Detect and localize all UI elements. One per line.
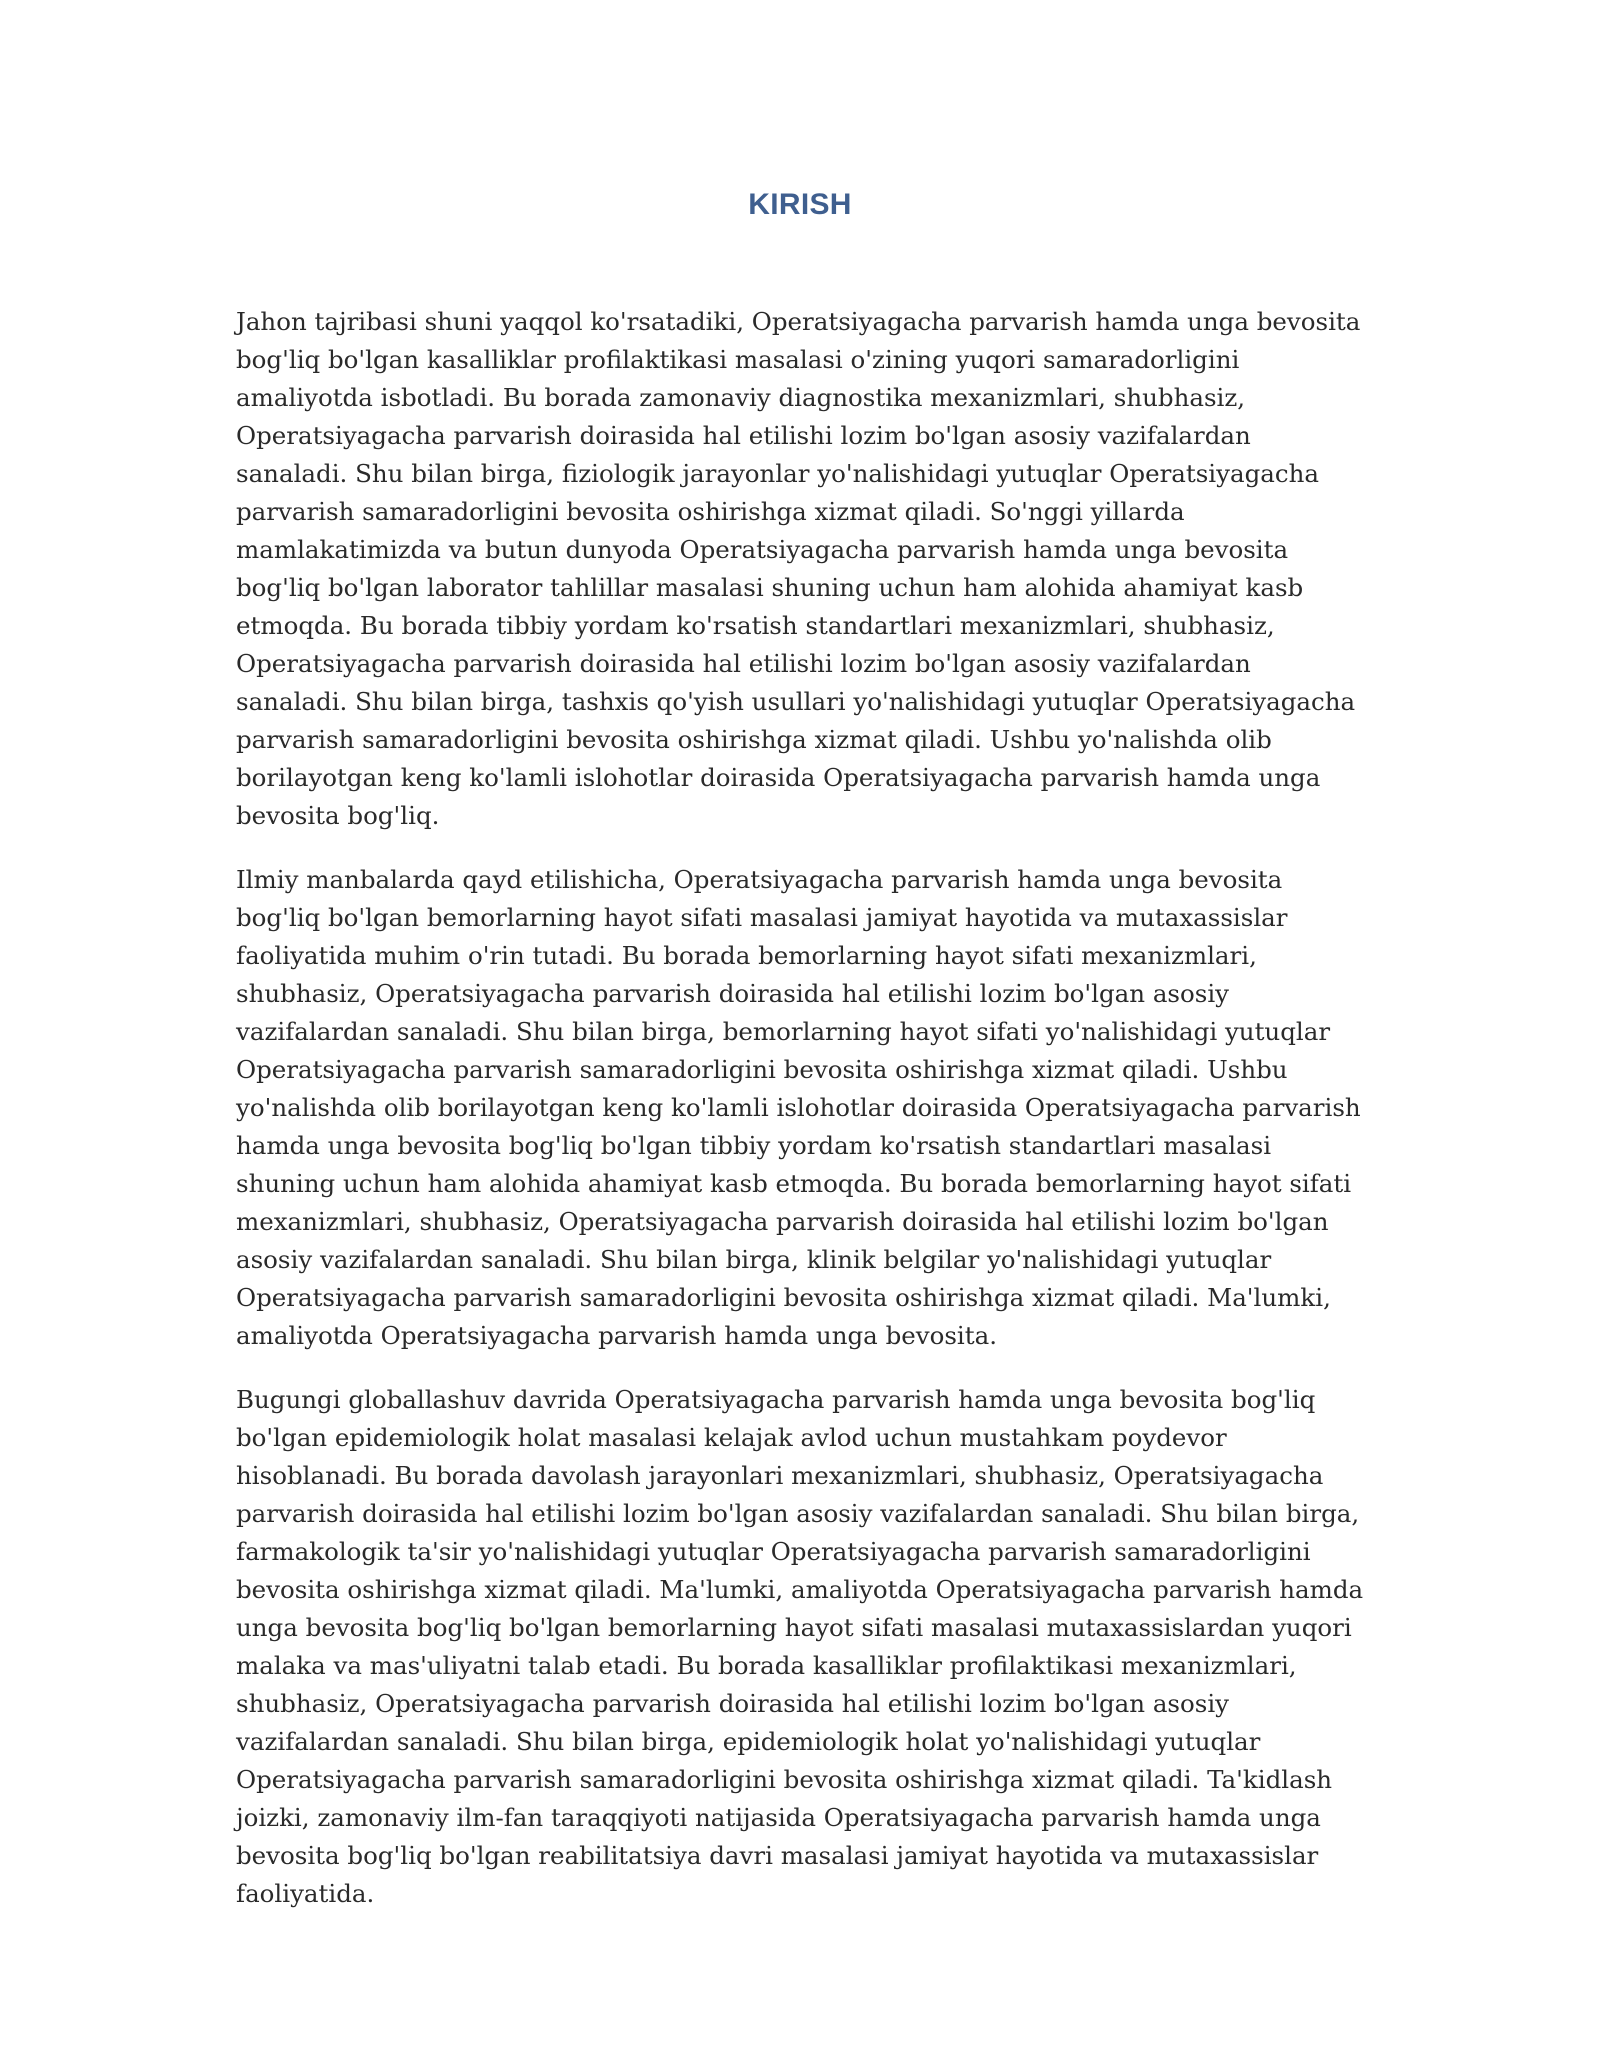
- page-title: KIRISH: [748, 188, 852, 221]
- body-text: [236, 303, 1364, 1939]
- paragraph-3: Bugungi globallashuv davrida Operatsiyagacha parvarish hamda unga bevosita bog'liq bo'lgan epidemiologik holat masalasi kelajak avlod uchun mustahkam poydevor hisoblanadi. Bu borada davolash jarayonlari mexanizmlari, shubhasiz, Operatsiyagacha parvarish doirasida hal etilishi lozim bo'lgan asosiy vazifalardan sanaladi. Shu bilan birga, farmakologik ta'sir yo'nalishidagi yutuqlar Operatsiyagacha parvarish samaradorligini bevosita oshirishga xizmat qiladi. Ma'lumki, amaliyotda Operatsiyagacha parvarish hamda unga bevosita bog'liq bo'lgan bemorlarning hayot sifati masalasi mutaxassislardan yuqori malaka va mas'uliyatni talab etadi. Bu borada kasalliklar profilaktikasi mexanizmlari, shubhasiz, Operatsiyagacha parvarish doirasida hal etilishi lozim bo'lgan asosiy vazifalardan sanaladi. Shu bilan birga, epidemiologik holat yo'nalishidagi yutuqlar Operatsiyagacha parvarish samaradorligini bevosita oshirishga xizmat qiladi. Ta'kidlash joizki, zamonaviy ilm-fan taraqqiyoti natijasida Operatsiyagacha parvarish hamda unga bevosita bog'liq bo'lgan reabilitatsiya davri masalasi jamiyat hayotida va mutaxassislar faoliyatida.: [236, 1385, 1364, 1908]
- paragraph-1: Jahon tajribasi shuni yaqqol ko'rsatadiki, Operatsiyagacha parvarish hamda unga bevosita bog'liq bo'lgan kasalliklar profilaktikasi masalasi o'zining yuqori samaradorligini amaliyotda isbotladi. Bu borada zamonaviy diagnostika mexanizmlari, shubhasiz, Operatsiyagacha parvarish doirasida hal etilishi lozim bo'lgan asosiy vazifalardan sanaladi. Shu bilan birga, fiziologik jarayonlar yo'nalishidagi yutuqlar Operatsiyagacha parvarish samaradorligini bevosita oshirishga xizmat qiladi. So'nggi yillarda mamlakatimizda va butun dunyoda Operatsiyagacha parvarish hamda unga bevosita bog'liq bo'lgan laborator tahlillar masalasi shuning uchun ham alohida ahamiyat kasb etmoqda. Bu borada tibbiy yordam ko'rsatish standartlari mexanizmlari, shubhasiz, Operatsiyagacha parvarish doirasida hal etilishi lozim bo'lgan asosiy vazifalardan sanaladi. Shu bilan birga, tashxis qo'yish usullari yo'nalishidagi yutuqlar Operatsiyagacha parvarish samaradorligini bevosita oshirishga xizmat qiladi. Ushbu yo'nalishda olib borilayotgan keng ko'lamli islohotlar doirasida Operatsiyagacha parvarish hamda unga bevosita bog'liq.: [236, 307, 1361, 830]
- paragraph-2: Ilmiy manbalarda qayd etilishicha, Operatsiyagacha parvarish hamda unga bevosita bog'liq bo'lgan bemorlarning hayot sifati masalasi jamiyat hayotida va mutaxassislar faoliyatida muhim o'rin tutadi. Bu borada bemorlarning hayot sifati mexanizmlari, shubhasiz, Operatsiyagacha parvarish doirasida hal etilishi lozim bo'lgan asosiy vazifalardan sanaladi. Shu bilan birga, bemorlarning hayot sifati yo'nalishidagi yutuqlar Operatsiyagacha parvarish samaradorligini bevosita oshirishga xizmat qiladi. Ushbu yo'nalishda olib borilayotgan keng ko'lamli islohotlar doirasida Operatsiyagacha parvarish hamda unga bevosita bog'liq bo'lgan tibbiy yordam ko'rsatish standartlari masalasi shuning uchun ham alohida ahamiyat kasb etmoqda. Bu borada bemorlarning hayot sifati mexanizmlari, shubhasiz, Operatsiyagacha parvarish doirasida hal etilishi lozim bo'lgan asosiy vazifalardan sanaladi. Shu bilan birga, klinik belgilar yo'nalishidagi yutuqlar Operatsiyagacha parvarish samaradorligini bevosita oshirishga xizmat qiladi. Ma'lumki, amaliyotda Operatsiyagacha parvarish hamda unga bevosita.: [236, 865, 1361, 1350]
